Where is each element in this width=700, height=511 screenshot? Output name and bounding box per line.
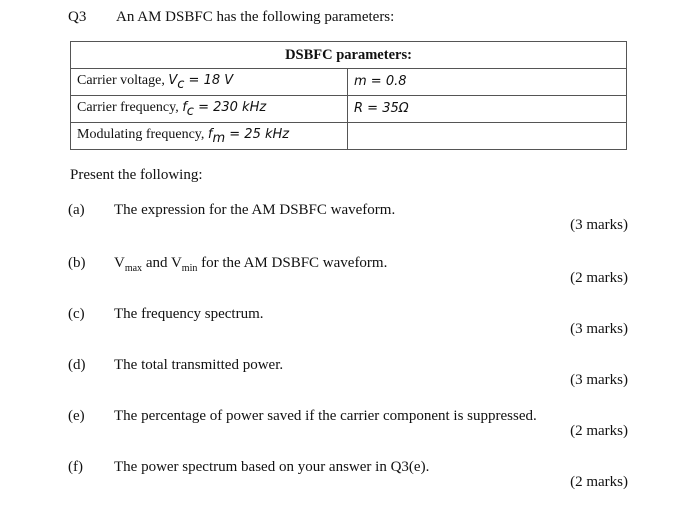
param-label: Modulating frequency,: [77, 126, 208, 142]
param-value: m = 0.8: [354, 74, 407, 89]
part-text-end: for the AM DSBFC waveform.: [197, 255, 388, 271]
question-intro: An AM DSBFC has the following parameters:: [116, 9, 395, 25]
present-instruction: Present the following:: [70, 167, 203, 183]
part-a: [68, 202, 628, 242]
part-marks: (3 marks): [570, 321, 628, 337]
param-subscript: c: [177, 76, 185, 92]
param-subscript: m: [212, 130, 226, 146]
param-carrier-frequency: [71, 96, 348, 123]
part-text: The power spectrum based on your answer in Q3(e).: [114, 459, 430, 475]
question-number: Q3: [68, 9, 87, 25]
part-text: The frequency spectrum.: [114, 306, 264, 322]
part-marks: (2 marks): [570, 270, 628, 286]
part-text: The total transmitted power.: [114, 357, 284, 373]
part-label: (a): [68, 202, 85, 218]
vmax-symbol: V: [114, 255, 125, 271]
table-row: [71, 96, 627, 123]
param-value: = 18 V: [184, 72, 234, 88]
vmin-subscript: min: [181, 263, 198, 274]
param-symbol: f: [207, 126, 213, 142]
param-label: Carrier voltage,: [77, 72, 169, 88]
param-resistance: [348, 96, 627, 123]
param-carrier-voltage: [71, 69, 348, 96]
param-symbol: V: [168, 72, 178, 88]
part-f: [68, 459, 628, 499]
part-label: (c): [68, 306, 85, 322]
param-modulation-index: [348, 69, 627, 96]
part-label: (e): [68, 408, 85, 424]
param-modulating-frequency: [71, 123, 348, 150]
part-marks: (2 marks): [570, 474, 628, 490]
part-text: The expression for the AM DSBFC waveform.: [114, 202, 396, 218]
vmax-subscript: max: [124, 263, 143, 274]
param-value: = 25 kHz: [225, 126, 290, 142]
part-e: [68, 408, 628, 448]
part-d: [68, 357, 628, 397]
part-marks: (3 marks): [570, 217, 628, 233]
param-symbol: f: [182, 99, 187, 115]
table-header: DSBFC parameters:: [71, 42, 627, 69]
table-header-row: [71, 42, 627, 69]
part-label: (b): [68, 255, 86, 271]
table-row: [71, 69, 627, 96]
part-label: (f): [68, 459, 83, 475]
part-marks: (2 marks): [570, 423, 628, 439]
part-b: [68, 255, 628, 295]
part-label: (d): [68, 357, 86, 373]
parameters-table: [70, 41, 627, 150]
part-marks: (3 marks): [570, 372, 628, 388]
param-value: R = 35Ω: [354, 101, 409, 116]
part-c: [68, 306, 628, 346]
table-row: [71, 123, 627, 150]
param-value: = 230 kHz: [193, 99, 267, 115]
param-label: Carrier frequency,: [77, 99, 183, 115]
part-text: [114, 255, 387, 274]
part-text: The percentage of power saved if the carrier component is suppressed.: [114, 408, 537, 424]
param-empty-cell: [348, 123, 627, 150]
param-subscript: c: [186, 103, 194, 119]
part-text-middle: and V: [142, 255, 182, 271]
